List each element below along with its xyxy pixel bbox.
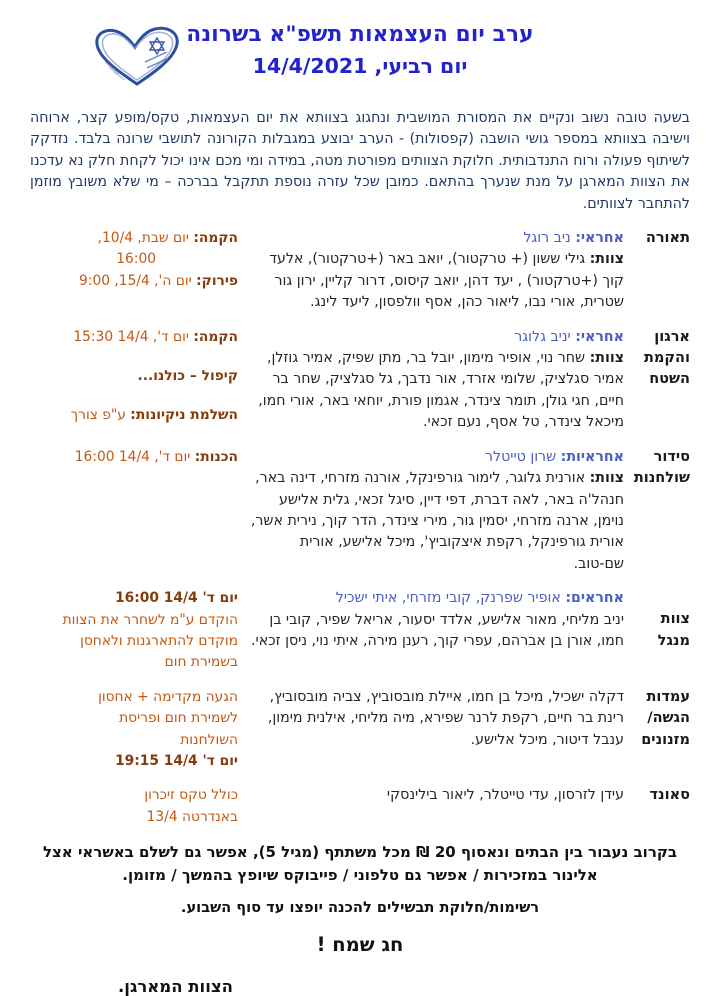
team-row [30, 588, 690, 674]
schedule-line: השלמת ניקיונות: ע"פ צורך [70, 407, 238, 424]
lists-note: רשימות/חלוקת תבשילים להכנה יופצו עד סוף השבוע. [180, 899, 540, 917]
schedule-label: קיפול – כולנו... [137, 368, 238, 385]
responsible-line: אחראי: ניב רוגל [523, 230, 624, 247]
responsible-line: אחראיות: שרון טייטלר [485, 448, 624, 465]
schedule-line: הקמה: יום ד', 14/4 15:30 [73, 328, 238, 345]
schedule-label: הכנות: [194, 448, 238, 465]
header [30, 22, 690, 94]
team-cell [246, 447, 624, 575]
heart-with-star-of-david-icon [85, 22, 190, 90]
schedule-line: כולל טקס זיכרון [144, 787, 238, 804]
page-title: ערב יום העצמאות תשפ"א בשרונה [186, 22, 534, 47]
team-category: סאונד [649, 787, 690, 804]
schedule-cell [30, 327, 238, 434]
team-category: תאורה [645, 230, 690, 247]
payment-note: בקרוב נעבור בין הבתים ונאסוף 20 ₪ מכל משתתף (מגיל 5), אפשר גם לשלם באשראי אצל אלינור במזכירות / אפשר גם טלפוני / פייבוקס שיופץ בהמשך / מזומן. [42, 843, 678, 884]
schedule-line: השולחנות [180, 731, 238, 748]
team-cell [246, 228, 624, 314]
team-row [30, 687, 690, 773]
team-row [30, 447, 690, 575]
schedule-label: השלמת ניקיונות: [130, 407, 238, 424]
team-row [30, 327, 690, 434]
team-members: יניב מליחי, מאור אלישע, אלדד יסעור, אריאל שפיר, קובי בן חמו, אורן בן אברהם, עפרי קוך, רענן מירה, איתי נוי, ניסן זכאי. [251, 611, 624, 649]
team-row [30, 228, 690, 314]
team-category: ארגון והקמת השטח [643, 328, 690, 388]
schedule-cell [30, 447, 238, 575]
team-cell [246, 588, 624, 674]
teams-table [30, 228, 690, 828]
schedule-line: יום ד' 14/4 16:00 [115, 590, 238, 607]
schedule-line: הוקדם ע"מ לשחרר את הצוות [62, 611, 238, 628]
holiday-greeting: חג שמח ! [316, 933, 404, 957]
team-category: עמדות הגשה/ מזנונים [641, 688, 690, 748]
schedule-line: באנדרטה 13/4 [146, 808, 238, 825]
schedule-line: הכנות: יום ד', 14/4 16:00 [74, 448, 238, 465]
team-members: צוות: שחר נוי, אופיר מימון, יובל בר, מתן שפיק, אמיר גוזלן, אמיר סגלציק, שלומי אזרד, אור נדבך, גל סגלציק, שחר בר חיים, חגי גולן, תומר צינדר, אגמון פורת, יוחאי באר, אורי חמו, מיכאל צינדר, טל אסף, נעם זכאי. [258, 350, 624, 431]
schedule-cell [30, 785, 238, 828]
team-category: צוות מנגל [657, 611, 690, 649]
responsible-line: אחראי: יניב גלוגר [514, 328, 624, 345]
responsible-line: אחראים: אופיר שפרנק, קובי מזרחי, איתי ישכיל [335, 590, 624, 607]
team-row [30, 785, 690, 828]
schedule-cell [30, 228, 238, 314]
team-cell [246, 327, 624, 434]
team-cell [246, 687, 624, 773]
team-members: דקלה ישכיל, מיכל בן חמו, איילת מובסוביץ, צביה מובסוביץ, רינת בר חיים, רקפת לרנר שפירא, מיה מליחי, אילנית מימון, ענבל דיטור, מיכל אלישע. [267, 688, 624, 748]
schedule-label: הקמה: [193, 230, 238, 247]
team-cell [246, 785, 624, 828]
page-subtitle: יום רביעי, 14/4/2021 [252, 54, 468, 78]
team-category: סידור שולחנות [633, 448, 690, 487]
team-members: עידן לזרסון, עדי טייטלר, ליאור בילינסקי [386, 787, 624, 804]
schedule-line: 16:00 [116, 251, 156, 268]
signature: הצוות המארגן. [118, 977, 233, 996]
schedule-line: הקמה: יום שבת, 10/4, [97, 230, 238, 247]
schedule-line: הגעה מקדימה + אחסון [98, 688, 238, 705]
schedule-line: פירוק: יום ה', 15/4, 9:00 [79, 272, 238, 289]
schedule-label: פירוק: [196, 272, 238, 289]
schedule-cell [30, 687, 238, 773]
schedule-line: יום ד' 14/4 19:15 [115, 752, 238, 769]
team-members: צוות: גילי ששון (+ טרקטור), יואב באר (+טרקטור), אלעד קוך (+טרקטור) , יעד דהן, יואב קיסוס, דרור קליין, ירון גור שטרית, אורי נבו, ליאור כהן, אסף וולפסון, ליעד לינג. [269, 251, 624, 311]
schedule-line: לשמירת חום ופריסת [119, 710, 238, 727]
schedule-label: הקמה: [193, 328, 238, 345]
schedule-line: בשמירת חום [164, 654, 238, 671]
intro-paragraph: בשעה טובה נשוב ונקיים את המסורת המושבית ונחגוג בצוותא את יום העצמאות, טקס/מופע קצר, ארוחה וישיבה בצוותא במספר גושי הושבה (קפסולות) - הערב יבוצע במגבלות הקורונה לתושבי שרונה בלבד. נזדקק לשיתוף פעולה ורוח התנדבותית. חלוקת הצוותים מפורטת מטה, במידה ומי מכם אינו יכול לקחת חלק נא עדכנו את הצוות המארגן על מנת שנערך בהתאם. כמובן שכל עזרה נוספת תתקבל בברכה – מי שלא משובץ מוזמן להתחבר לצוותים. [30, 110, 690, 212]
schedule-line [30, 366, 238, 387]
team-members: צוות: אורנית גלוגר, לימור גורפינקל, אורנה מזרחי, דינה באר, חנהל'ה באר, לאה דברת, דפי דיין, סיגל זכאי, גלית אלישע נוימן, ארנה מזרחי, יסמין גור, מירי צינדר, הדר קוך, נירית אשר, אורית גורפינקל, רקפת איצקוביץ', מיכל אלישע, אורית שם-טוב. [250, 470, 624, 572]
schedule-line: מוקדם להתארגנות ולאחסן [80, 632, 238, 649]
schedule-cell [30, 588, 238, 674]
